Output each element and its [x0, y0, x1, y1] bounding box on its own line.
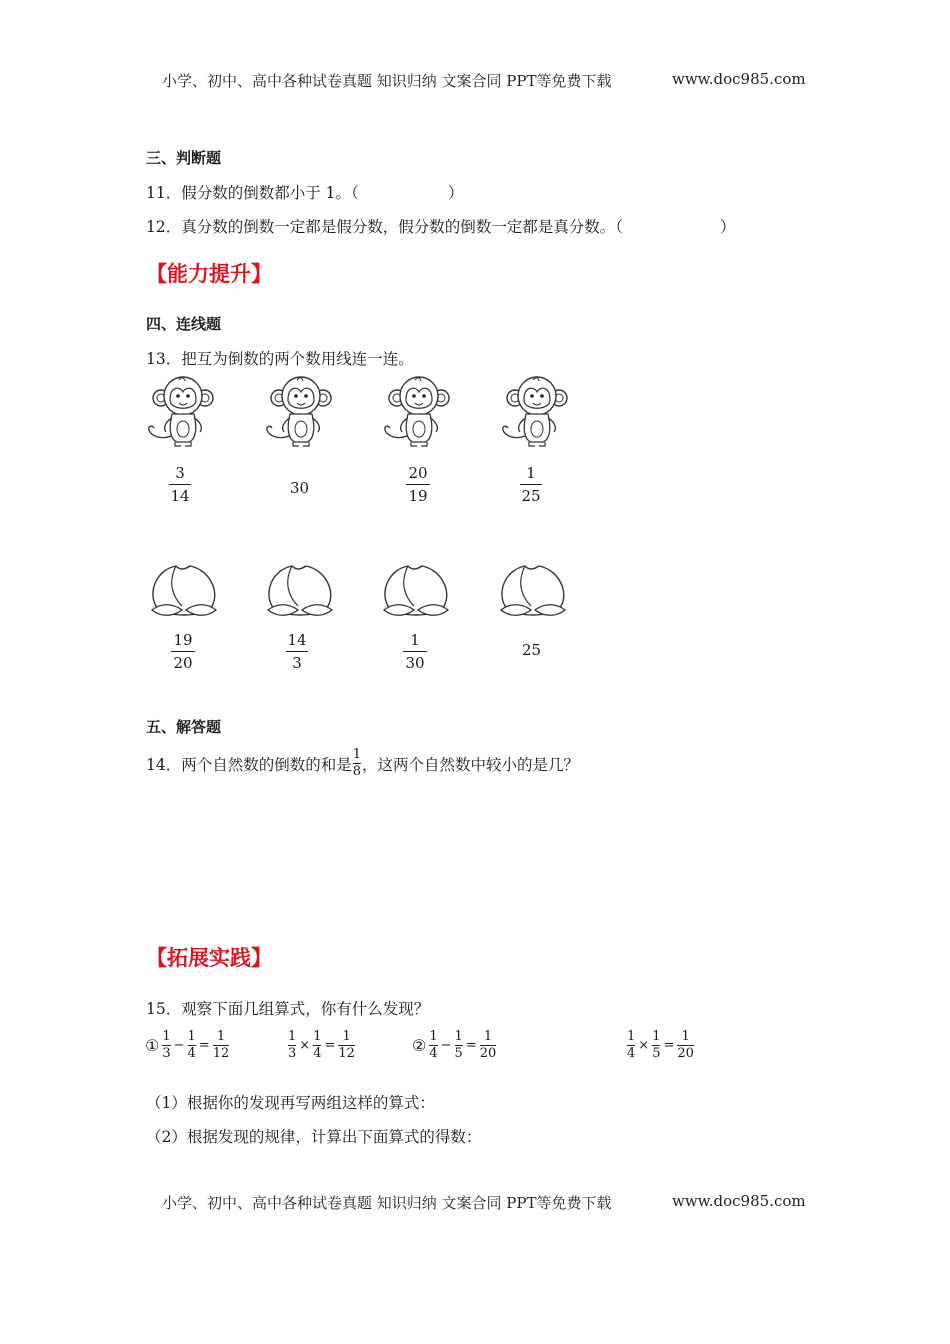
question-15: 15．观察下面几组算式，你有什么发现？ [146, 1000, 430, 1018]
fraction-denominator: 20 [173, 654, 193, 672]
fraction-numerator: 1 [652, 1029, 661, 1044]
monkey-icon [419, 378, 420, 379]
fraction-bar [286, 651, 308, 652]
equation-2 [287, 1030, 356, 1061]
monkey-icon [301, 378, 302, 379]
section3-title: 三、判断题 [146, 149, 222, 167]
fraction-numerator: 20 [408, 464, 428, 482]
operator: − [440, 1038, 452, 1053]
peach-icon [533, 592, 534, 593]
fraction-denominator: 8 [352, 764, 362, 779]
q11-text: 11．假分数的倒数都小于 1。（ [146, 184, 359, 202]
fraction-denominator: 25 [521, 487, 541, 505]
marker-2: ② [412, 1036, 427, 1055]
equals-sign: = [465, 1038, 477, 1053]
fraction [188, 1030, 196, 1061]
equation-4 [626, 1030, 695, 1061]
fraction-numerator: 1 [429, 1029, 438, 1044]
fraction-numerator: 1 [410, 631, 420, 649]
fraction-denominator: 30 [405, 654, 425, 672]
fraction-bar [403, 651, 427, 652]
fraction-numerator: 1 [483, 1029, 493, 1044]
fraction-denominator: 3 [162, 1046, 171, 1061]
q14-text-a: 14．两个自然数的倒数的和是 [146, 755, 352, 774]
fraction [338, 1030, 355, 1061]
fraction [652, 1030, 660, 1061]
fraction-numerator: 1 [288, 1029, 297, 1044]
fraction-numerator: 1 [454, 1029, 463, 1044]
peach-label-1[interactable] [171, 632, 195, 672]
equation-1 [145, 1030, 230, 1061]
fraction-numerator: 1 [627, 1029, 636, 1044]
fraction-bar [171, 651, 195, 652]
fraction-bar [169, 484, 191, 485]
fraction-bar [406, 484, 430, 485]
fraction-denominator: 19 [408, 487, 428, 505]
section4-title: 四、连线题 [146, 315, 222, 333]
monkey-label-2[interactable]: 30 [290, 479, 310, 497]
fraction-numerator: 1 [187, 1029, 196, 1044]
operator: × [638, 1038, 650, 1053]
equation-3 [412, 1030, 497, 1061]
fraction [455, 1030, 463, 1061]
fraction [627, 1030, 635, 1061]
fraction-numerator: 1 [162, 1029, 171, 1044]
section5-title: 五、解答题 [146, 718, 222, 736]
fraction [429, 1030, 437, 1061]
marker-1: ① [145, 1036, 160, 1055]
fraction-numerator: 1 [342, 1029, 351, 1044]
fraction-numerator: 1 [526, 464, 536, 482]
q14-text-b: ，这两个自然数中较小的是几？ [362, 755, 580, 774]
fraction-numerator: 14 [287, 631, 307, 649]
question-12 [146, 215, 623, 237]
footer-url[interactable]: www.doc985.com [672, 1192, 806, 1210]
q11-paren-close: ） [448, 184, 464, 202]
question-13: 13．把互为倒数的两个数用线连一连。 [146, 350, 414, 368]
banner-expand: 【拓展实践】 [146, 946, 272, 970]
monkey-label-4[interactable] [520, 465, 542, 505]
fraction-bar [520, 484, 542, 485]
fraction-denominator: 4 [187, 1046, 196, 1061]
fraction-denominator: 14 [170, 487, 190, 505]
fraction-numerator: 19 [173, 631, 193, 649]
question-14 [146, 748, 579, 779]
peach-icon [416, 592, 417, 593]
fraction-denominator: 20 [479, 1046, 497, 1061]
peach-icon [184, 592, 185, 593]
page-header [162, 70, 612, 91]
q12-paren-close: ） [720, 218, 736, 236]
fraction [213, 1030, 230, 1061]
fraction-numerator: 1 [352, 747, 362, 762]
fraction-numerator: 1 [216, 1029, 226, 1044]
banner-ability: 【能力提升】 [146, 262, 272, 286]
fraction-numerator: 1 [313, 1029, 322, 1044]
peach-label-4[interactable]: 25 [522, 641, 542, 659]
fraction-denominator: 4 [627, 1046, 636, 1061]
footer-text: 小学、初中、高中各种试卷真题 知识归纳 文案合同 PPT等免费下载 [162, 1194, 612, 1212]
header-text: 小学、初中、高中各种试卷真题 知识归纳 文案合同 PPT等免费下载 [162, 72, 612, 90]
fraction-denominator: 4 [429, 1046, 438, 1061]
fraction-denominator: 4 [313, 1046, 322, 1061]
header-url[interactable]: www.doc985.com [672, 70, 806, 88]
fraction-denominator: 12 [338, 1046, 355, 1061]
monkey-icon [537, 378, 538, 379]
question-11 [146, 181, 359, 203]
fraction-denominator: 12 [212, 1046, 230, 1061]
peach-label-3[interactable] [403, 632, 427, 672]
fraction-numerator: 3 [175, 464, 185, 482]
equals-sign: = [198, 1038, 210, 1053]
q15-sub-2: （2）根据发现的规律，计算出下面算式的得数： [146, 1128, 482, 1146]
fraction-denominator: 20 [677, 1046, 694, 1061]
operator: − [173, 1038, 185, 1053]
monkey-icon [183, 378, 184, 379]
q12-text: 12．真分数的倒数一定都是假分数，假分数的倒数一定都是真分数。（ [146, 218, 623, 236]
fraction [288, 1030, 296, 1061]
peach-icon [300, 592, 301, 593]
q14-fraction [353, 748, 361, 779]
fraction-denominator: 5 [454, 1046, 463, 1061]
fraction-denominator: 3 [288, 1046, 297, 1061]
fraction-numerator: 1 [681, 1029, 690, 1044]
fraction [480, 1030, 497, 1061]
fraction-denominator: 5 [652, 1046, 661, 1061]
fraction-denominator: 3 [292, 654, 302, 672]
monkey-label-1[interactable] [169, 465, 191, 505]
peach-label-2[interactable] [286, 632, 308, 672]
monkey-label-3[interactable] [406, 465, 430, 505]
equals-sign: = [663, 1038, 675, 1053]
fraction [677, 1030, 694, 1061]
equals-sign: = [324, 1038, 336, 1053]
page-footer [162, 1192, 612, 1213]
operator: × [299, 1038, 311, 1053]
fraction [162, 1030, 170, 1061]
q15-sub-1: （1）根据你的发现再写两组这样的算式： [146, 1094, 435, 1112]
fraction [313, 1030, 321, 1061]
